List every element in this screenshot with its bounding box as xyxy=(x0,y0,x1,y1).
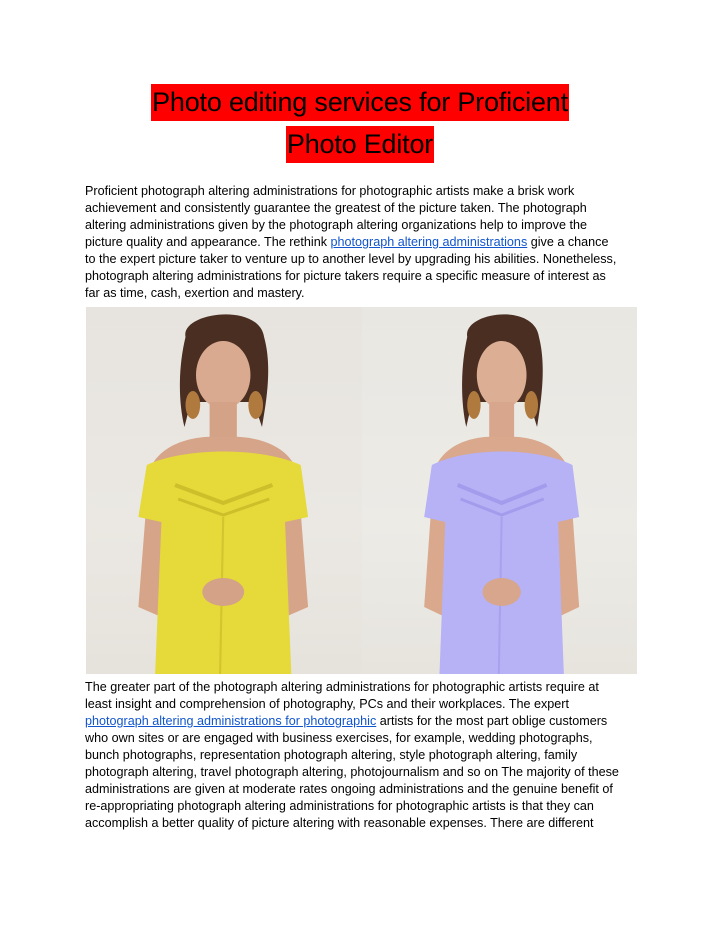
text-line: Proficient photograph altering administrations for photographic artists make a brisk work xyxy=(85,184,575,198)
text-line: altering administrations given by the photograph altering organizations help to improve the xyxy=(85,218,587,232)
body-paragraph xyxy=(85,679,645,832)
photo-editing-link[interactable]: photograph altering administrations xyxy=(330,235,528,249)
intro-paragraph xyxy=(85,183,645,302)
text-segment: artists for the most part oblige customers xyxy=(376,714,608,728)
text-line: bunch photographs, representation photograph altering, style photograph altering, family xyxy=(85,748,578,762)
text-segment: picture quality and appearance. The rethink xyxy=(85,235,331,249)
text-line: re-appropriating photograph altering administrations for photographic artists is that they can xyxy=(85,799,594,813)
before-after-photo xyxy=(86,307,637,674)
model-yellow-dress-image xyxy=(86,307,362,674)
page-title xyxy=(0,84,720,168)
photographic-editing-link[interactable]: photograph altering administrations for photographic xyxy=(85,714,377,728)
text-line: photograph altering administrations for picture takers require a specific measure of interest as xyxy=(85,269,606,283)
title-line-2: Photo Editor xyxy=(286,126,434,163)
text-line xyxy=(85,713,645,730)
text-line: administrations are given at moderate rates ongoing administrations and the genuine benefit of xyxy=(85,782,613,796)
model-purple-dress-image xyxy=(362,307,638,674)
text-line: accomplish a better quality of picture altering with reasonable expenses. There are different xyxy=(85,816,594,830)
text-line: The greater part of the photograph altering administrations for photographic artists require at xyxy=(85,680,599,694)
original-photo-panel xyxy=(86,307,362,674)
text-line: far as time, cash, exertion and mastery. xyxy=(85,286,305,300)
text-segment: give a chance xyxy=(527,235,609,249)
text-line xyxy=(85,234,645,251)
text-line: to the expert picture taker to venture up to another level by upgrading his abilities. Nonetheless, xyxy=(85,252,617,266)
text-line: who own sites or are engaged with business exercises, for example, wedding photographs, xyxy=(85,731,593,745)
text-line: photograph altering, travel photograph altering, photojournalism and so on The majority of these xyxy=(85,765,619,779)
text-line: achievement and consistently guarantee the greatest of the picture taken. The photograph xyxy=(85,201,587,215)
title-line-1: Photo editing services for Proficient xyxy=(151,84,569,121)
text-line: least insight and comprehension of photography, PCs and their workplaces. The expert xyxy=(85,697,569,711)
edited-photo-panel xyxy=(362,307,638,674)
